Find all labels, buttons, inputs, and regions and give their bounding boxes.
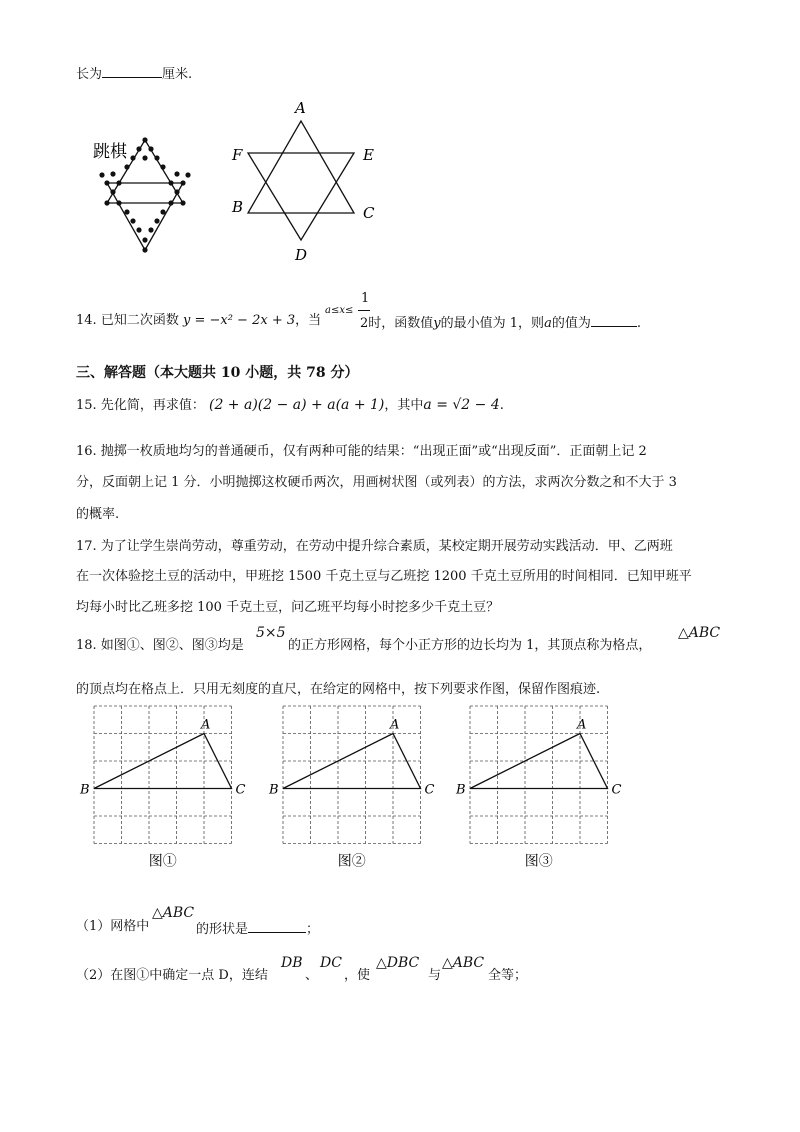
q13-tail [76,63,192,84]
q18-line2: 的顶点均在格点上．只用无刻度的直尺，在给定的网格中，按下列要求作图，保留作图痕迹. [76,682,601,697]
q13-answer-blank [102,63,162,78]
label-C: C [611,782,622,798]
checker-dot [148,146,153,151]
checker-dot [130,218,135,223]
q14-glyph: a≤x≤ [325,305,354,316]
q14-text4: 的最小值为 1，则 [440,316,545,331]
q14-answer-blank [591,312,637,327]
checker-dot [130,155,135,160]
q14-frac-den: 2 [360,316,369,331]
checker-dot [116,180,121,185]
q18-2-text1: （2）在图①中确定一点 D，连结 [76,968,268,983]
grid-figures [76,700,636,870]
q14-var-y: y [433,316,441,331]
q14-text1: 已知二次函数 [100,313,179,328]
q18-tri: △ABC [678,625,721,641]
checker-dot [136,227,141,232]
grid-caption: 图② [337,853,366,870]
label-B: B [80,782,90,798]
checker-dot [142,237,147,242]
label-A: A [201,717,211,733]
checker-dot [154,218,159,223]
checker-dot [168,180,173,185]
q18-part2 [76,967,268,985]
vertex-D: D [295,246,308,264]
q15-cond: a = √2 − 4 [423,397,500,413]
checker-dot [124,209,129,214]
q18-line1 [76,637,244,655]
checker-dot [110,189,115,194]
checker-dot [104,180,109,185]
grid-figure-1 [79,706,246,870]
q18-1-text1: （1）网格中 [76,919,150,934]
q15-end: . [499,398,504,413]
q14-text5: 的值为 [551,316,591,331]
checker-dot [148,227,153,232]
checker-dot [136,146,141,151]
q17-line2: 在一次体验挖土豆的活动中，甲班挖 1500 千克土豆与乙班挖 1200 千克土豆所用的时间相同．已知甲班平 [76,569,692,584]
question-14-rest [360,312,641,333]
section-3-title: 三、解答题（本大题共 10 小题，共 78 分） [76,365,359,381]
checker-dot [160,164,165,169]
label-B: B [269,782,279,798]
vertex-C: C [363,204,375,222]
checker-dot [180,200,185,205]
q18-1-end: ； [306,922,320,937]
label-C: C [235,782,246,798]
q16-line2: 分，反面朝上记 1 分．小明抛掷这枚硬币两次，用画树状图（或列表）的方法，求两次分数之和不大于 3 [76,475,677,490]
checker-dot [104,200,109,205]
label-A: A [390,717,400,733]
q15-expr: (2 + a)(2 − a) + a(a + 1) [208,397,385,413]
label-A: A [577,717,587,733]
q17-line1: 17. 为了让学生崇尚劳动，尊重劳动，在劳动中提升综合素质，某校定期开展劳动实践活动．甲、乙两班 [76,539,673,554]
q13-prefix: 长为 [76,67,103,82]
q16-line1: 16. 抛掷一枚质地均匀的普通硬币，仅有两种可能的结果：“出现正面”或“出现反面”．正面朝上记 2 [76,444,647,459]
q14-func: y = −x² − 2x + 3 [182,313,296,328]
grid-figure-3 [455,706,622,870]
checker-dot [116,200,121,205]
checker-dot [142,155,147,160]
grid-caption: 图① [148,853,177,870]
label-B: B [456,782,466,798]
checker-dot [180,180,185,185]
q15-text2: ，其中 [384,398,424,413]
q18-2-text2: ，使 [344,968,371,983]
q18-2-sep: 、 [305,968,319,983]
vertex-F: F [232,146,243,164]
checker-dot [168,200,173,205]
question-14 [76,312,321,330]
q17-line3: 均每小时比乙班多挖 100 千克土豆，问乙班平均每小时挖多少千克土豆？ [76,600,500,615]
q16-line3: 的概率. [76,507,120,522]
q18-2-tri2: △ABC [442,955,485,971]
checker-dot [142,137,147,142]
vertex-E: E [363,146,374,164]
grid-caption: 图③ [524,853,553,870]
q18-part1-rest [196,918,319,939]
vertex-B: B [232,198,244,216]
q15-num: 15. [76,398,97,413]
checker-dot [185,172,190,177]
q13-suffix: 厘米. [162,67,193,82]
q18-1-text2: 的形状是 [196,922,249,937]
vertex-A: A [295,99,306,117]
q18-part1 [76,918,149,936]
checker-dot [174,171,179,176]
grid-figure-2 [268,706,435,870]
q18-2-seg2: DC [320,955,342,971]
hexagram [248,121,354,240]
checker-dot [110,171,115,176]
q18-2-seg1: DB [281,955,303,971]
q18-1-answer-blank [248,918,306,933]
checker-dot [174,189,179,194]
question-15 [76,396,504,415]
star-figures [80,95,400,265]
q14-text3: 时，函数值 [368,316,434,331]
q14-var-a: a [544,316,552,331]
q18-2-tri1: △DBC [376,955,420,971]
label-C: C [424,782,435,798]
checker-dot [99,172,104,177]
checkers-label: 跳棋 [93,142,127,162]
q18-1-tri: △ABC [152,905,195,921]
q18-grid-size: 5×5 [256,625,286,641]
checker-dot [160,209,165,214]
checker-dot [124,164,129,169]
q14-frac-bar [358,310,370,311]
q15-text1: 先化简，再求值： [100,398,205,413]
checker-dot [142,247,147,252]
q14-text2: ，当 [295,313,322,328]
checker-dot [154,155,159,160]
q14-frac-num: 1 [361,291,370,306]
q14-end: . [636,316,641,331]
q18-text1: 18. 如图①、图②、图③均是 [76,638,244,653]
q18-2-text3: 与 [428,968,442,983]
q18-text2: 的正方形网格，每个小正方形的边长均为 1，其顶点称为格点， [288,638,652,653]
q14-num: 14. [76,313,97,328]
q18-2-text4: 全等； [488,968,528,983]
